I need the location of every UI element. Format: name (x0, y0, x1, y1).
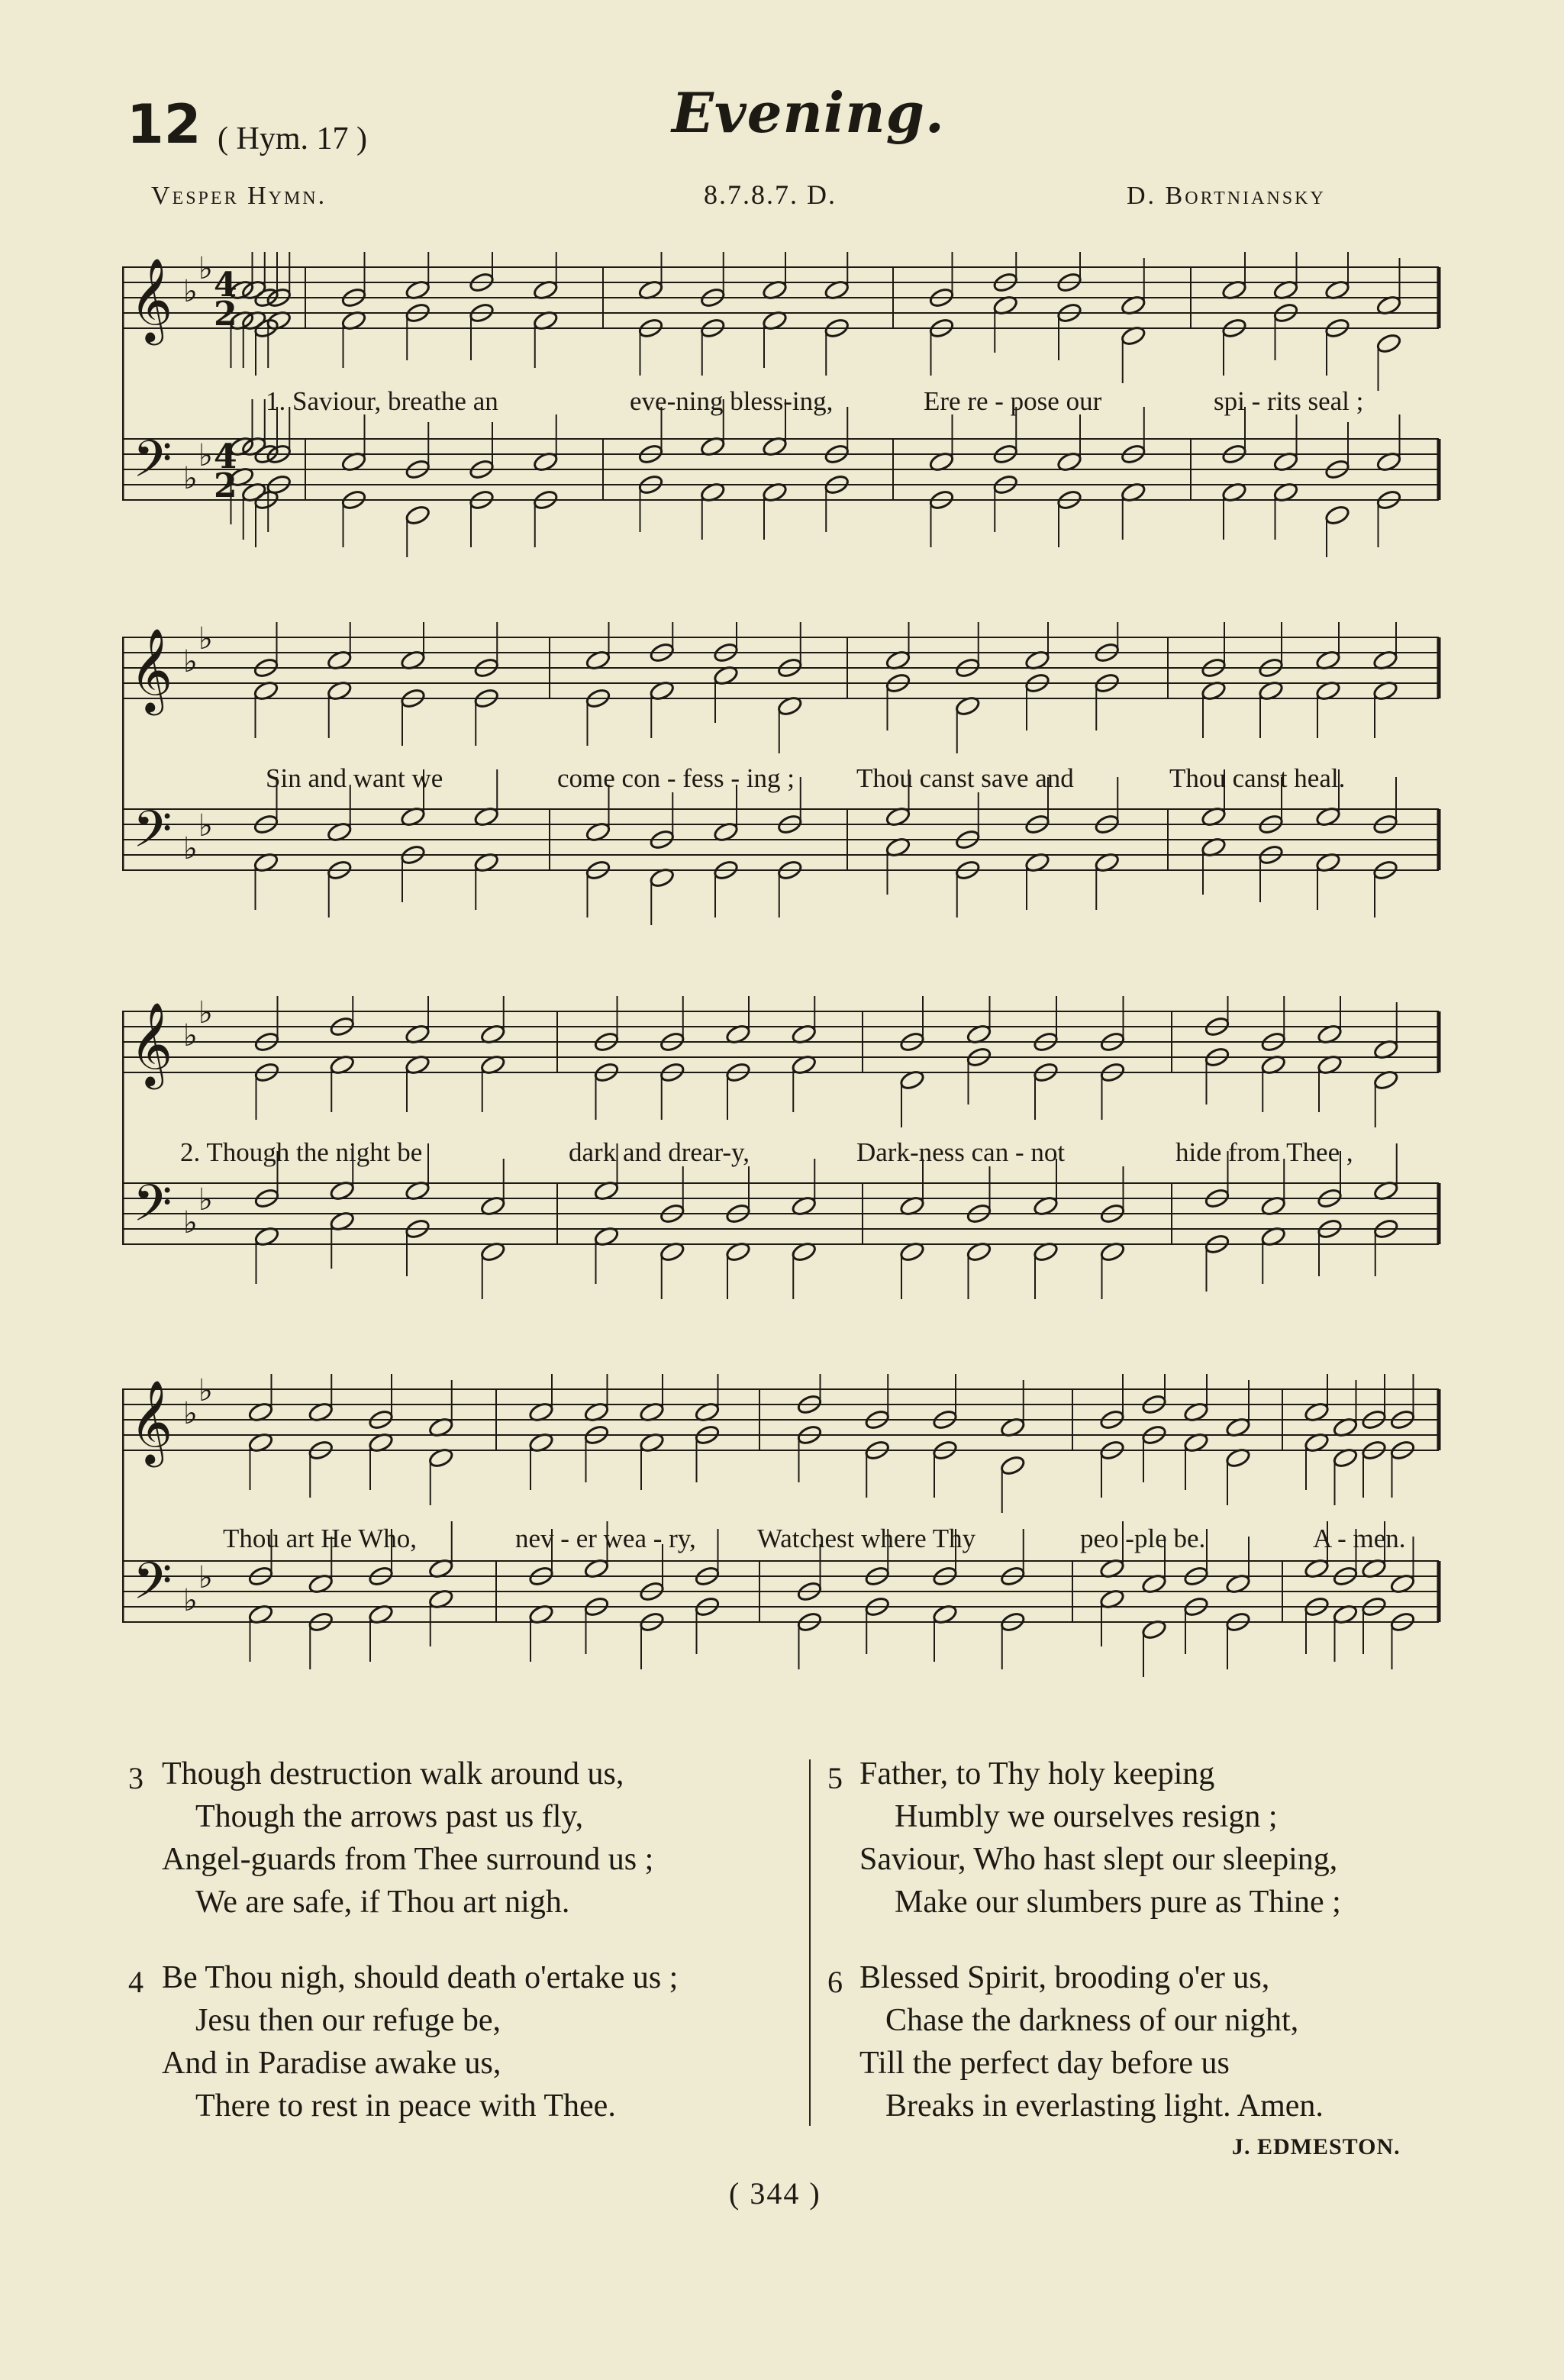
hymn-title: Evening. (672, 80, 945, 145)
verse-line: Though destruction walk around us, (162, 1756, 624, 1791)
svg-text:♭: ♭ (198, 438, 213, 473)
verse-line: Blessed Spirit, brooding o'er us, (859, 1960, 1270, 1995)
verse-line: Father, to Thy holy keeping (859, 1756, 1215, 1791)
music-system-1 (122, 252, 1450, 557)
lyric-segment: Ere re - pose our (924, 386, 1102, 416)
svg-text:♭: ♭ (198, 1374, 213, 1408)
svg-text:𝄢: 𝄢 (133, 800, 173, 871)
svg-text:♭: ♭ (198, 996, 213, 1030)
music-system-4 (122, 1374, 1450, 1695)
lyric-segment: dark and drear-y, (569, 1137, 750, 1167)
music-system-3 (122, 996, 1450, 1301)
svg-text:♭: ♭ (198, 252, 213, 286)
lyric-segment: peo -ple be. (1080, 1524, 1206, 1553)
author-credit: J. EDMESTON. (1232, 2134, 1401, 2159)
svg-text:♭: ♭ (183, 1205, 198, 1240)
lyric-segment: Thou canst heal. (1169, 763, 1346, 793)
lyric-segment: hide from Thee , (1175, 1137, 1353, 1167)
verse-line: Jesu then our refuge be, (195, 2003, 501, 2038)
verse-number: 4 (128, 1965, 144, 1999)
lyric-segment: nev - er wea - ry, (515, 1524, 696, 1553)
svg-text:♭: ♭ (183, 831, 198, 866)
svg-text:𝄢: 𝄢 (133, 1552, 173, 1623)
verse-line: We are safe, if Thou art nigh. (195, 1885, 570, 1920)
lyric-segment: Watchest where Thy (757, 1524, 976, 1553)
lyric-segment: eve-ning bless-ing, (630, 386, 834, 416)
svg-text:2: 2 (214, 466, 237, 505)
verse-number: 6 (827, 1965, 843, 1999)
lyric-segment: come con - fess - ing ; (557, 763, 795, 793)
lyric-segment: Sin and want we (266, 763, 443, 793)
hymn-number: 12 (127, 93, 202, 156)
verse-line: Though the arrows past us fly, (195, 1799, 584, 1834)
verse-line: Chase the darkness of our night, (885, 2003, 1299, 2038)
svg-text:♭: ♭ (183, 274, 198, 309)
verse-line: There to rest in peace with Thee. (195, 2088, 616, 2124)
svg-text:𝄢: 𝄢 (133, 430, 173, 501)
svg-text:♭: ♭ (183, 1583, 198, 1618)
svg-text:𝄞: 𝄞 (130, 258, 173, 342)
verse-number: 3 (128, 1761, 144, 1795)
svg-text:𝄢: 𝄢 (133, 1174, 173, 1245)
verse-line: Be Thou nigh, should death o'ertake us ; (162, 1960, 679, 1995)
page-number: ( 344 ) (729, 2176, 821, 2211)
hymn-reference: ( Hym. 17 ) (218, 121, 367, 156)
svg-text:♭: ♭ (198, 808, 213, 843)
verse-line: And in Paradise awake us, (162, 2046, 501, 2081)
lyric-segment: Thou art He Who, (223, 1524, 418, 1553)
verse-number: 5 (827, 1761, 843, 1795)
verse-line: Till the perfect day before us (859, 2046, 1230, 2081)
music-system-2 (122, 622, 1450, 927)
verse-line: Humbly we ourselves resign ; (895, 1799, 1278, 1834)
verse-line: Make our slumbers pure as Thine ; (895, 1885, 1341, 1920)
lyric-segment: Dark-ness can - not (856, 1137, 1066, 1167)
composer: D. Bortniansky (1127, 182, 1326, 210)
meter: 8.7.8.7. D. (704, 179, 837, 210)
svg-text:♭: ♭ (198, 622, 213, 656)
svg-text:𝄞: 𝄞 (130, 628, 173, 712)
svg-text:♭: ♭ (183, 1396, 198, 1431)
svg-text:♭: ♭ (198, 1560, 213, 1595)
verse-line: Breaks in everlasting light. Amen. (885, 2088, 1324, 2124)
svg-text:♭: ♭ (183, 461, 198, 496)
svg-text:2: 2 (214, 295, 237, 334)
svg-text:♭: ♭ (183, 644, 198, 679)
lyric-segment: A - men. (1313, 1524, 1406, 1553)
svg-text:♭: ♭ (183, 1018, 198, 1053)
column-divider (809, 1759, 811, 2126)
verse-line: Saviour, Who hast slept our sleeping, (859, 1842, 1338, 1877)
lyric-segment: 2. Though the night be (180, 1137, 423, 1167)
lyric-segment: spi - rits seal ; (1214, 386, 1364, 416)
svg-text:♭: ♭ (198, 1182, 213, 1217)
tune-name: Vesper Hymn. (151, 182, 327, 210)
svg-text:4: 4 (214, 437, 237, 476)
svg-text:4: 4 (214, 266, 237, 305)
verse-line: Angel-guards from Thee surround us ; (162, 1842, 654, 1877)
svg-text:𝄞: 𝄞 (130, 1380, 173, 1464)
lyric-segment: Thou canst save and (856, 763, 1074, 793)
svg-text:𝄞: 𝄞 (130, 1002, 173, 1086)
lyric-segment: 1. Saviour, breathe an (266, 386, 498, 416)
